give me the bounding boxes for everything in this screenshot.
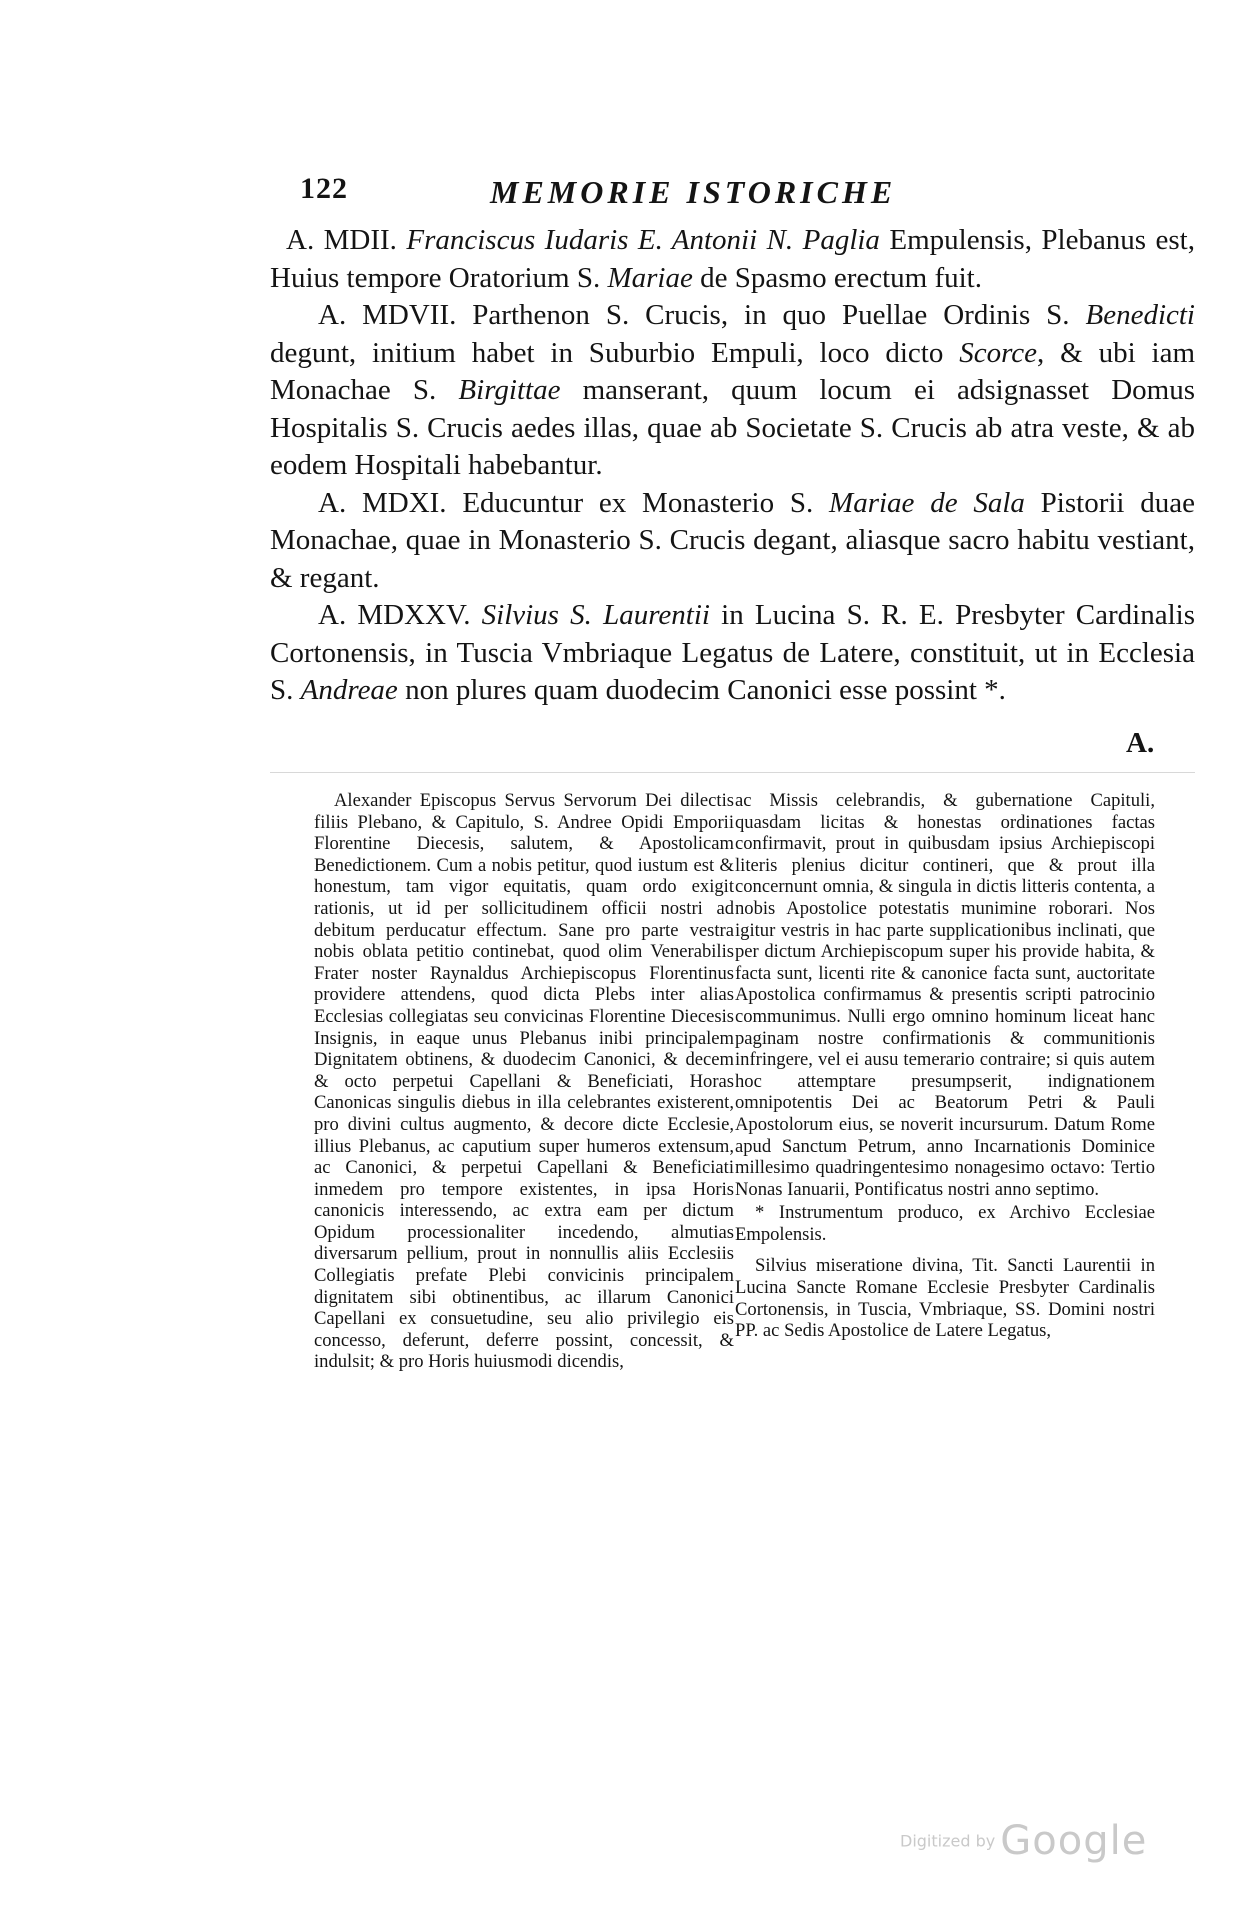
paragraph-1502	[270, 222, 1195, 297]
watermark-logo: Google	[1000, 1818, 1148, 1864]
paragraph-text: A. MDXXV.	[318, 599, 482, 631]
footnote-column-left	[314, 790, 734, 1373]
footnote-column-right	[735, 790, 1155, 1342]
paragraph-text: non plures quam duodecim Canonici esse possint *.	[397, 674, 1006, 706]
paragraph-text: in Lucina S. R. E. Presbyter Cardinalis Cortonensis, in Tuscia Vmbriaque Legatus de Latere, constituit, ut in Ecclesia S.	[270, 599, 1195, 706]
place-name: Scorce	[959, 336, 1038, 369]
paragraph-text: Pistorii duae Monachae, quae in Monasterio S. Crucis degant, aliasque sacro habitu vestiant, & regant.	[270, 486, 1195, 594]
paragraph-text: degunt, initium habet in Suburbio Empuli, loco dicto	[270, 336, 960, 369]
year-1502: A. MDII.	[286, 224, 397, 256]
running-head: MEMORIE ISTORICHE	[490, 174, 897, 210]
paragraph-1511	[270, 485, 1195, 598]
paragraph-text: de Spasmo erectum fuit.	[692, 261, 982, 294]
paragraph-text: , & ubi iam Monachae S.	[270, 336, 1195, 406]
saint-name: Benedicti	[1085, 299, 1195, 331]
source-note: * Instrumentum produco, ex Archivo Ecclesiae Empolensis.	[735, 1202, 1155, 1245]
paragraph-1525	[270, 597, 1195, 710]
paragraph-text: A. MDXI. Educuntur ex Monasterio S.	[318, 486, 830, 519]
divider	[270, 772, 1195, 773]
saint-name: Birgittae	[458, 374, 561, 406]
bull-text-right: ac Missis celebrandis, & gubernatione Capituli, quasdam licitas & honestas ordinationes factas confirmavit, prout in quibusdam ipsius Archiepiscopi literis plenius dicitur contineri, que & prout illa concernunt omnia, & singula in dictis litteris contenta, a nobis Apostolice potestatis munimine roborari. Nos igitur vestris in hac parte supplicationibus inclinati, que per dictum Archiepiscopum super his provide habita, & facta sunt, licenti rite & canonice facta sunt, auctoritate Apostolica confirmamus & presentis scripti patrocinio communimus. Nulli ergo omnino hominum liceat hanc paginam nostre confirmationis & communitionis infringere, vel ei ausu temerario contraire; si quis autem hoc attemptare presumpserit, indignationem omnipotentis Dei ac Beatorum Petri & Pauli Apostolorum eius, se noverit incursurum. Datum Rome apud Sanctum Petrum, anno Incarnationis Dominice millesimo quadringentesimo nonagesimo octavo: Tertio Nonas Ianuarii, Pontificatus nostri anno septimo.	[735, 790, 1155, 1200]
saint-name: Andreae	[300, 674, 398, 706]
paragraph-1507	[270, 297, 1195, 485]
page-number: 122	[300, 172, 348, 205]
catchword: A.	[1126, 727, 1155, 759]
paragraph-text: A. MDVII. Parthenon S. Crucis, in quo Puellae Ordinis S.	[318, 299, 1086, 331]
place-name: Mariae de Sala	[829, 486, 1025, 519]
page-header	[300, 172, 1060, 218]
saint-name: Mariae	[607, 261, 693, 294]
main-text	[270, 222, 1195, 710]
digitization-watermark	[900, 1818, 1147, 1864]
paragraph-text: manserant, quum locum ei adsignasset Domus Hospitalis S. Crucis aedes illas, quae ab Societate S. Crucis ab atra veste, & ab eodem Hospitali habebantur.	[270, 374, 1196, 481]
plebanus-name: Franciscus Iudaris E. Antonii N. Paglia	[406, 224, 880, 256]
paragraph-text: Empulensis, Plebanus est, Huius tempore Oratorium S.	[270, 224, 1195, 294]
watermark-by: Digitized by	[900, 1831, 996, 1851]
cardinal-signature: Silvius miseratione divina, Tit. Sancti Laurentii in Lucina Sancte Romane Ecclesie Presbyter Cardinalis Cortonensis, in Tuscia, Vmbriaque, SS. Domini nostri PP. ac Sedis Apostolice de Latere Legatus,	[735, 1255, 1155, 1342]
cardinal-name: Silvius S. Laurentii	[481, 599, 710, 631]
bull-text-left: Alexander Episcopus Servus Servorum Dei dilectis filiis Plebano, & Capitulo, S. Andree Opidi Emporii Florentine Diecesis, salutem, & Apostolicam Benedictionem. Cum a nobis petitur, quod iustum est & honestum, tam vigor equitatis, quam ordo exigit rationis, ut id per sollicitudinem officii nostri ad debitum perducatur effectum. Sane pro parte vestra nobis oblata petitio continebat, quod olim Venerabilis Frater noster Raynaldus Archiepiscopus Florentinus providere attendens, quod dicta Plebs inter alias Ecclesias collegiatas seu convicinas Florentine Diecesis Insignis, in eaque unus Plebanus inibi principalem Dignitatem obtinens, & duodecim Canonici, & decem & octo perpetui Capellani & Beneficiati, Horas Canonicas singulis diebus in illa celebrantes existerent, pro divini cultus augmento, & decore dicte Ecclesie, illius Plebanus, ac caputium super humeros extensum, ac Canonici, & perpetui Capellani & Beneficiati inmedem pro tempore existentes, in ipsa Horis canonicis interessendo, ac extra eam per dictum Opidum processionaliter incedendo, almutias diversarum pellium, prout in nonnullis aliis Ecclesiis Collegiatis prefate Plebi convicinis principalem dignitatem sibi obtinentibus, ac illarum Canonici Capellani ex consuetudine, seu alio privilegio eis concesso, deferunt, deferre possint, concessit, & indulsit; & pro Horis huiusmodi dicendis,	[314, 790, 734, 1373]
